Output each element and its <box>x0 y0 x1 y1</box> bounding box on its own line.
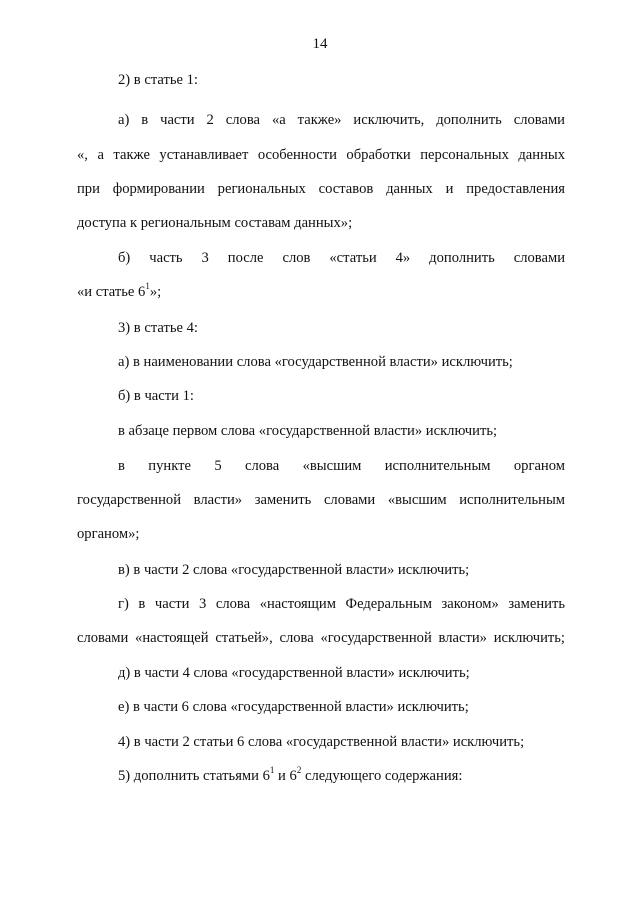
paragraph-item-3e: е) в части 6 слова «государственной власти» исключить; <box>118 699 469 715</box>
text-segment: »; <box>149 284 162 300</box>
paragraph-item-5 <box>118 765 463 785</box>
paragraph-item-3b-punkt5-line3: органом»; <box>77 526 140 542</box>
paragraph-item-3v: в) в части 2 слова «государственной власти» исключить; <box>118 562 470 578</box>
text-segment: 5) дополнить статьями 6 <box>118 768 270 784</box>
text-segment: следующего содержания: <box>301 768 463 784</box>
paragraph-item-3g-line2: словами «настоящей статьей», слова «государственной власти» исключить; <box>77 630 565 646</box>
paragraph-item-4: 4) в части 2 статьи 6 слова «государственной власти» исключить; <box>118 734 525 750</box>
paragraph-item-3d: д) в части 4 слова «государственной власти» исключить; <box>118 665 470 681</box>
paragraph-item-2a-line3: при формировании региональных составов данных и предоставления <box>77 181 565 197</box>
superscript: 1 <box>145 281 150 292</box>
paragraph-item-2a-line1: а) в части 2 слова «а также» исключить, дополнить словами <box>118 112 565 128</box>
superscript: 1 <box>269 765 275 776</box>
text-segment: и 6 <box>274 768 297 784</box>
paragraph-item-3b-punkt5-line1: в пункте 5 слова «высшим исполнительным органом <box>118 458 565 474</box>
paragraph-item-3b-abzac: в абзаце первом слова «государственной власти» исключить; <box>118 423 498 439</box>
paragraph-item-3: 3) в статье 4: <box>118 320 198 336</box>
paragraph-item-2a-line4: доступа к региональным составам данных»; <box>77 215 353 231</box>
paragraph-item-3b: б) в части 1: <box>118 388 194 404</box>
superscript: 2 <box>296 765 302 776</box>
paragraph-item-3g-line1: г) в части 3 слова «настоящим Федеральным законом» заменить <box>118 596 565 612</box>
paragraph-item-3b-punkt5-line2: государственной власти» заменить словами «высшим исполнительным <box>77 492 565 508</box>
paragraph-item-2b-line2 <box>77 281 162 301</box>
text-segment: «и статье 6 <box>77 284 146 300</box>
paragraph-item-2: 2) в статье 1: <box>118 72 198 88</box>
paragraph-item-3a: а) в наименовании слова «государственной власти» исключить; <box>118 354 513 370</box>
paragraph-item-2b-line1: б) часть 3 после слов «статьи 4» дополнить словами <box>118 250 565 266</box>
paragraph-item-2a-line2: «, а также устанавливает особенности обработки персональных данных <box>77 147 565 163</box>
page-number: 14 <box>312 36 328 52</box>
